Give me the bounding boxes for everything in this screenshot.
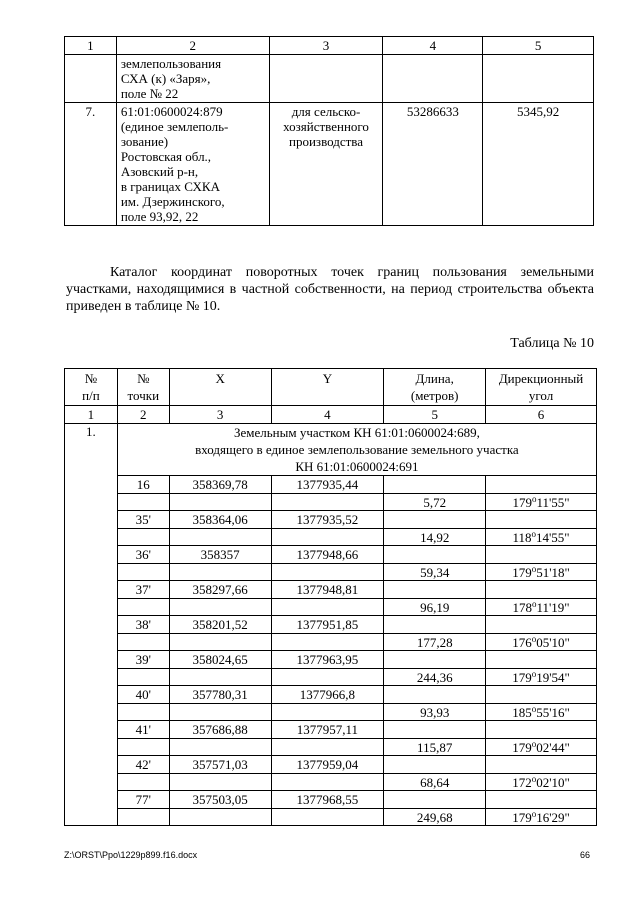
column-number-row: 1 2 3 4 5 6 xyxy=(65,406,597,424)
value-cell: 5345,92 xyxy=(483,103,594,226)
col-number: 1 xyxy=(65,37,117,55)
degree-mark: o xyxy=(531,563,537,574)
header-length: Длина, (метров) xyxy=(384,369,486,406)
point-number-cell: 37' xyxy=(117,581,169,599)
point-number-cell: 41' xyxy=(117,721,169,739)
length-cell: 14,92 xyxy=(384,529,486,546)
table-row xyxy=(65,739,597,756)
point-number-cell: 39' xyxy=(117,651,169,669)
row-number: 7. xyxy=(65,103,117,226)
header-point-number: № точки xyxy=(117,369,169,406)
x-coordinate-cell: 357503,05 xyxy=(169,791,271,809)
degree-mark: o xyxy=(531,633,537,644)
x-coordinate-cell: 358297,66 xyxy=(169,581,271,599)
header-row-number: № п/п xyxy=(65,369,118,406)
degree-mark: o xyxy=(531,738,537,749)
header-bearing: Дирекционный угол xyxy=(486,369,597,406)
y-coordinate-cell: 1377959,04 xyxy=(271,756,384,774)
footer-page-number: 66 xyxy=(580,850,591,860)
bearing-cell: 179$^o$51'18" xyxy=(486,564,597,581)
length-cell: 96,19 xyxy=(384,599,486,616)
land-description-cell: 61:01:0600024:879 (единое землеполь- зование) Ростовская обл., Азовский р-н, в границах СХКА им. Дзержинского, поле 93,92, 22 xyxy=(116,103,269,226)
table-row xyxy=(65,103,594,226)
table-row xyxy=(65,55,594,103)
y-coordinate-cell: 1377957,11 xyxy=(271,721,384,739)
table-row xyxy=(65,599,597,616)
degree-mark: o xyxy=(531,493,537,504)
table-row xyxy=(65,791,597,809)
x-coordinate-cell: 358357 xyxy=(169,546,271,564)
table-row xyxy=(65,704,597,721)
y-coordinate-cell: 1377966,8 xyxy=(271,686,384,704)
col-number: 5 xyxy=(483,37,594,55)
table-row xyxy=(65,616,597,634)
length-cell: 68,64 xyxy=(384,774,486,791)
land-purpose-cell: для сельско- хозяйственного производства xyxy=(269,103,383,226)
table-row xyxy=(65,581,597,599)
header-row xyxy=(65,369,597,406)
degree-mark: o xyxy=(531,773,537,784)
length-cell: 5,72 xyxy=(384,494,486,511)
y-coordinate-cell: 1377963,95 xyxy=(271,651,384,669)
length-cell: 177,28 xyxy=(384,634,486,651)
bearing-cell: 179$^o$11'55" xyxy=(486,494,597,511)
length-cell: 244,36 xyxy=(384,669,486,686)
point-number-cell: 38' xyxy=(117,616,169,634)
bearing-cell: 179$^o$02'44" xyxy=(486,739,597,756)
bearing-cell: 178$^o$11'19" xyxy=(486,599,597,616)
table-row xyxy=(65,721,597,739)
point-number-cell: 35' xyxy=(117,511,169,529)
land-description-cell: землепользования СХА (к) «Заря», поле № 22 xyxy=(116,55,269,103)
y-coordinate-cell: 1377948,81 xyxy=(271,581,384,599)
point-number-cell: 36' xyxy=(117,546,169,564)
y-coordinate-cell: 1377935,44 xyxy=(271,476,384,494)
x-coordinate-cell: 358024,65 xyxy=(169,651,271,669)
y-coordinate-cell: 1377951,85 xyxy=(271,616,384,634)
bearing-cell: 185$^o$55'16" xyxy=(486,704,597,721)
length-cell: 249,68 xyxy=(384,809,486,826)
point-number-cell: 16 xyxy=(117,476,169,494)
header-y: Y xyxy=(271,369,384,406)
y-coordinate-cell: 1377968,55 xyxy=(271,791,384,809)
col-number: 4 xyxy=(383,37,483,55)
length-cell: 59,34 xyxy=(384,564,486,581)
x-coordinate-cell: 357571,03 xyxy=(169,756,271,774)
table-row xyxy=(65,686,597,704)
catalog-paragraph: Каталог координат поворотных точек границ пользования земельными участками, находящимися в частной собственности, на период строительства объекта приведен в таблице № 10. xyxy=(66,265,594,314)
column-number-row xyxy=(65,37,594,55)
table-row xyxy=(65,774,597,791)
x-coordinate-cell: 358369,78 xyxy=(169,476,271,494)
parcel-title: Земельным участком КН 61:01:0600024:689, входящего в единое землепользование земельного участка КН 61:01:0600024:691 xyxy=(117,424,596,476)
table-row xyxy=(65,476,597,494)
length-cell: 115,87 xyxy=(384,739,486,756)
bearing-cell: 179$^o$16'29" xyxy=(486,809,597,826)
row-number: 1. xyxy=(65,424,118,826)
bearing-cell: 172$^o$02'10" xyxy=(486,774,597,791)
header-x: X xyxy=(169,369,271,406)
point-number-cell: 77' xyxy=(117,791,169,809)
bearing-cell: 179$^o$19'54" xyxy=(486,669,597,686)
degree-mark: o xyxy=(531,808,537,819)
table-row xyxy=(65,511,597,529)
table-row xyxy=(65,546,597,564)
point-number-cell: 42' xyxy=(117,756,169,774)
coordinates-table xyxy=(64,368,597,826)
table-row xyxy=(65,756,597,774)
table-row xyxy=(65,651,597,669)
length-cell: 93,93 xyxy=(384,704,486,721)
degree-mark: o xyxy=(531,528,536,539)
table-row xyxy=(65,494,597,511)
table-row xyxy=(65,564,597,581)
degree-mark: o xyxy=(531,703,537,714)
table-caption: Таблица № 10 xyxy=(510,336,594,351)
bearing-cell: 118$^o$14'55" xyxy=(486,529,597,546)
degree-mark: o xyxy=(531,598,537,609)
parcel-title-row xyxy=(65,424,597,476)
col-number: 2 xyxy=(116,37,269,55)
x-coordinate-cell: 357686,88 xyxy=(169,721,271,739)
footer-file-path: Z:\ORST\Ppo\1229p899.f16.docx xyxy=(64,850,198,860)
point-number-cell: 40' xyxy=(117,686,169,704)
y-coordinate-cell: 1377935,52 xyxy=(271,511,384,529)
y-coordinate-cell: 1377948,66 xyxy=(271,546,384,564)
table-row xyxy=(65,809,597,826)
area-cell: 53286633 xyxy=(383,103,483,226)
table-row xyxy=(65,529,597,546)
bearing-cell: 176$^o$05'10" xyxy=(486,634,597,651)
x-coordinate-cell: 358364,06 xyxy=(169,511,271,529)
table-row xyxy=(65,634,597,651)
degree-mark: o xyxy=(531,668,537,679)
land-use-table-continuation xyxy=(64,36,594,226)
table-row xyxy=(65,669,597,686)
x-coordinate-cell: 358201,52 xyxy=(169,616,271,634)
x-coordinate-cell: 357780,31 xyxy=(169,686,271,704)
col-number: 3 xyxy=(269,37,383,55)
